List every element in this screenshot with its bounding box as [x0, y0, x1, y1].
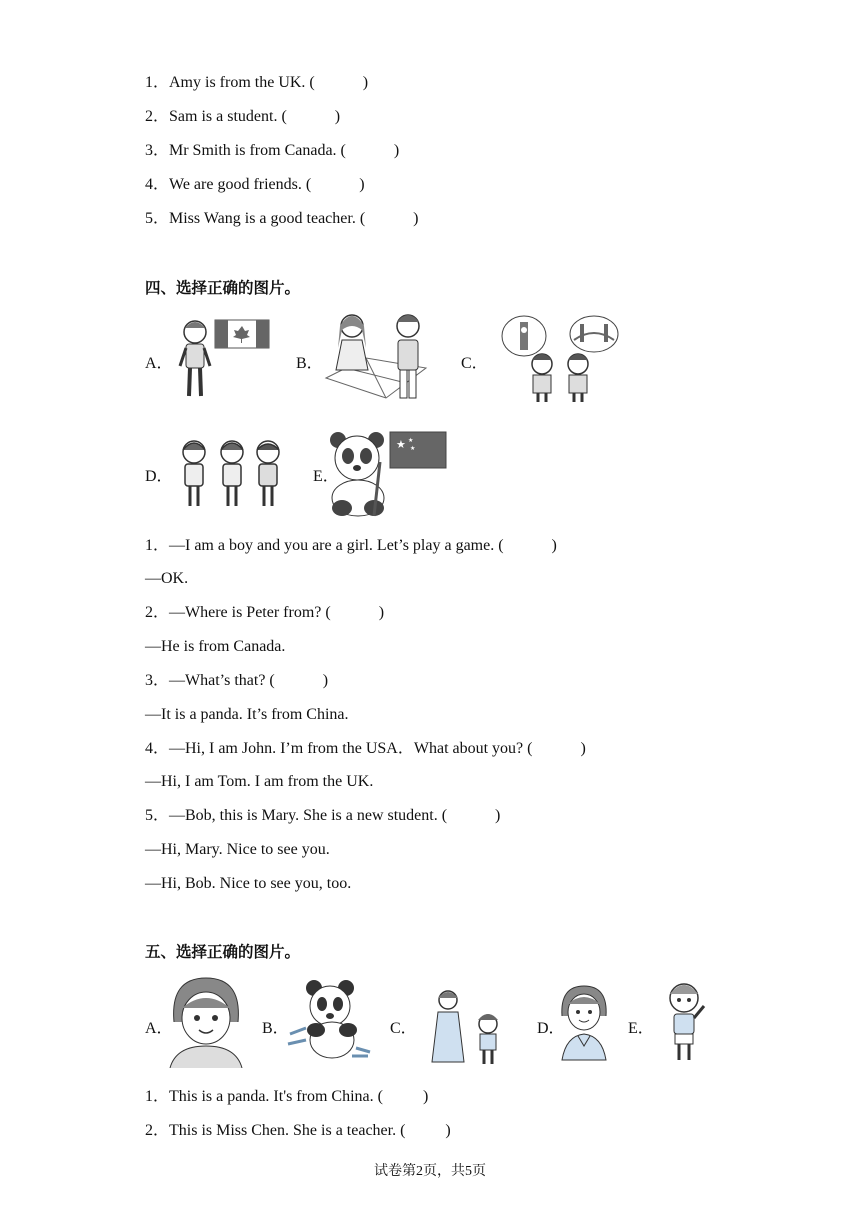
page-footer: 试卷第2页，共5页	[374, 1164, 486, 1179]
s4-option-c-label: C．	[461, 355, 488, 372]
s4-line-10: —Hi, Mary. Nice to see you.	[145, 841, 330, 858]
s5-option-d-label: D．	[537, 1020, 565, 1037]
two-boys-thinking-picture	[500, 314, 620, 404]
s4-option-b-label: B．	[296, 355, 323, 372]
s3-item-3: 3．Mr Smith is from Canada. ( )	[145, 142, 400, 159]
teacher-face-picture	[166, 972, 246, 1068]
s4-line-2: —OK.	[145, 570, 189, 587]
s4-line-3: 2．—Where is Peter from? ( )	[145, 604, 385, 621]
s3-item-1: 1．Amy is from the UK. ( )	[145, 74, 369, 91]
s4-line-7: 4．—Hi, I am John. I’m from the USA．What about you? ( )	[145, 740, 586, 757]
s4-line-4: —He is from Canada.	[145, 638, 286, 655]
s5-option-c-label: C．	[390, 1020, 417, 1037]
s5-item-2: 2．This is Miss Chen. She is a teacher. ( )	[145, 1122, 451, 1139]
s4-line-9: 5．—Bob, this is Mary. She is a new student. ( )	[145, 807, 501, 824]
section-5-title: 五、选择正确的图片。	[145, 943, 301, 961]
teacher-and-child-picture	[430, 988, 508, 1066]
s4-option-e-label: E．	[313, 468, 339, 485]
s3-item-2: 2．Sam is a student. ( )	[145, 108, 341, 125]
s5-option-a-label: A．	[145, 1020, 173, 1037]
s3-item-4: 4．We are good friends. ( )	[145, 176, 365, 193]
svg-text:★: ★	[408, 437, 414, 444]
s4-line-8: —Hi, I am Tom. I am from the UK.	[145, 773, 374, 790]
panda-china-flag-picture	[328, 422, 456, 520]
s4-line-1: 1．—I am a boy and you are a girl. Let’s play a game. ( )	[145, 537, 557, 554]
s4-line-6: —It is a panda. It’s from China.	[145, 706, 349, 723]
svg-text:★: ★	[410, 445, 416, 452]
panda-bamboo-picture	[286, 978, 372, 1062]
s5-option-e-label: E．	[628, 1020, 654, 1037]
s4-line-11: —Hi, Bob. Nice to see you, too.	[145, 875, 352, 892]
boy-waving-picture	[660, 980, 710, 1064]
boy-canada-flag-picture	[175, 312, 271, 404]
s4-option-d-label: D．	[145, 468, 173, 485]
section-4-title: 四、选择正确的图片。	[145, 279, 301, 297]
three-kids-picture	[176, 436, 288, 510]
svg-text:★: ★	[396, 438, 406, 451]
s5-item-1: 1．This is a panda. It's from China. ( )	[145, 1088, 429, 1105]
s5-option-b-label: B．	[262, 1020, 289, 1037]
schoolgirl-picture	[558, 984, 610, 1062]
s4-line-5: 3．—What’s that? ( )	[145, 672, 329, 689]
girl-boy-hopscotch-picture	[322, 308, 440, 404]
s3-item-5: 5．Miss Wang is a good teacher. ( )	[145, 210, 419, 227]
s4-option-a-label: A．	[145, 355, 173, 372]
